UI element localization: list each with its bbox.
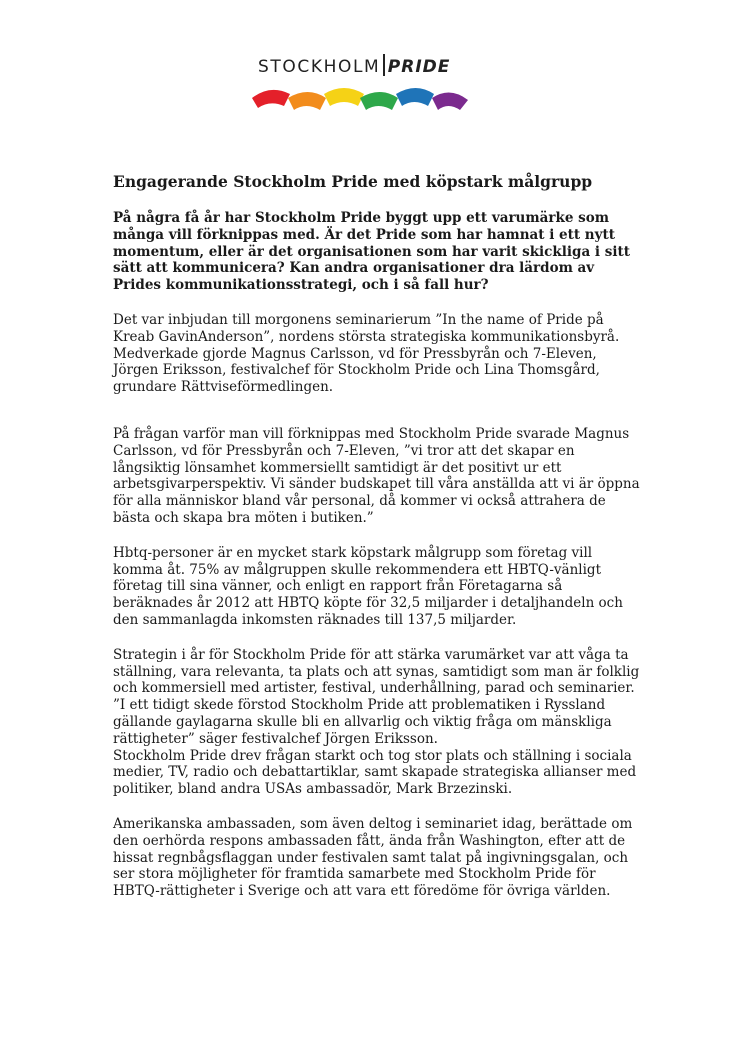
logo-word-pride: PRIDE	[387, 57, 451, 77]
arc-orange	[288, 92, 326, 110]
logo-word-stockholm: STOCKHOLM	[258, 57, 381, 77]
paragraph-campaign: Stockholm Pride drev frågan starkt och tog stor plats och ställning i sociala medier, TV, radio och debattartiklar, samt skapade strategiska allianser med politiker, bland andra USAs ambassadör, Mark Brzezinski.	[113, 747, 637, 798]
logo-divider	[383, 54, 385, 76]
paragraph-strategy: Strategin i år för Stockholm Pride för att stärka varumärket var att våga ta ställning, vara relevanta, ta plats och att synas, samtidigt som man är folklig och kommersiell med artister, festival, underhållning, parad och seminarier.	[113, 646, 640, 697]
arc-purple	[432, 92, 468, 110]
arc-blue	[396, 88, 434, 106]
stockholm-pride-logo	[250, 48, 470, 120]
paragraph-seminar: Det var inbjudan till morgonens seminarierum ”In the name of Pride på Kreab GavinAnderson”, nordens största strategiska kommunikationsbyrå. Medverkade gjorde Magnus Carlsson, vd för Pressbyrån och 7-Eleven, Jörgen Eriksson, festivalchef för Stockholm Pride och Lina Thomsgård, grundare Rättviseförmedlingen.	[113, 311, 620, 396]
article	[113, 172, 643, 918]
arc-red	[252, 90, 290, 108]
paragraph-jorgen-quote: ”I ett tidigt skede förstod Stockholm Pride att problematiken i Ryssland gällande gaylagarna skulle bli en allvarlig och viktig fråga om mänskliga rättigheter” säger festivalchef Jörgen Eriksson.	[113, 697, 612, 747]
paragraph-embassy: Amerikanska ambassaden, som även deltog i seminariet idag, berättade om den oerhörda respons ambassaden fått, ända från Washington, efter att de hissat regnbågsflaggan under festivalen samt talat på ingivningsgalan, och ser stora möjligheter för framtida samarbete med Stockholm Pride för HBTQ-rättigheter i Sverige och att vara ett föredöme för övriga världen.	[113, 815, 633, 900]
article-title: Engagerande Stockholm Pride med köpstark målgrupp	[113, 172, 593, 191]
paragraph-target-group: Hbtq-personer är en mycket stark köpstark målgrupp som företag vill komma åt. 75% av målgruppen skulle rekommendera ett HBTQ-vänligt företag till sina vänner, och enligt en rapport från Företagarna så beräknades år 2012 att HBTQ köpte för 32,5 miljarder i detaljhandeln och den sammanlagda inkomsten räknades till 137,5 miljarder.	[113, 544, 623, 628]
article-lead: På några få år har Stockholm Pride byggt upp ett varumärke som många vill förknippas med. Är det Pride som har hamnat i ett nytt momentum, eller är det organisationen som har varit skickliga i sitt sätt att kommunicera? Kan andra organisationer dra lärdom av Prides kommunikationsstrategi, och i så fall hur?	[113, 210, 630, 294]
arc-green	[360, 92, 398, 110]
paragraph-magnus-quote: På frågan varför man vill förknippas med Stockholm Pride svarade Magnus Carlsson, vd för Pressbyrån och 7-Eleven, ”vi tror att det skapar en långsiktig lönsamhet kommersiellt samtidigt är det positivt ur ett arbetsgivarperspektiv. Vi sänder budskapet till våra anställda att vi är öppna för alla människor bland vår personal, då kommer vi också attrahera de bästa och skapa bra möten i butiken.”	[113, 425, 640, 526]
arc-yellow	[324, 88, 364, 106]
logo-wordmark	[258, 54, 450, 77]
rainbow-arcs-icon	[250, 82, 470, 118]
